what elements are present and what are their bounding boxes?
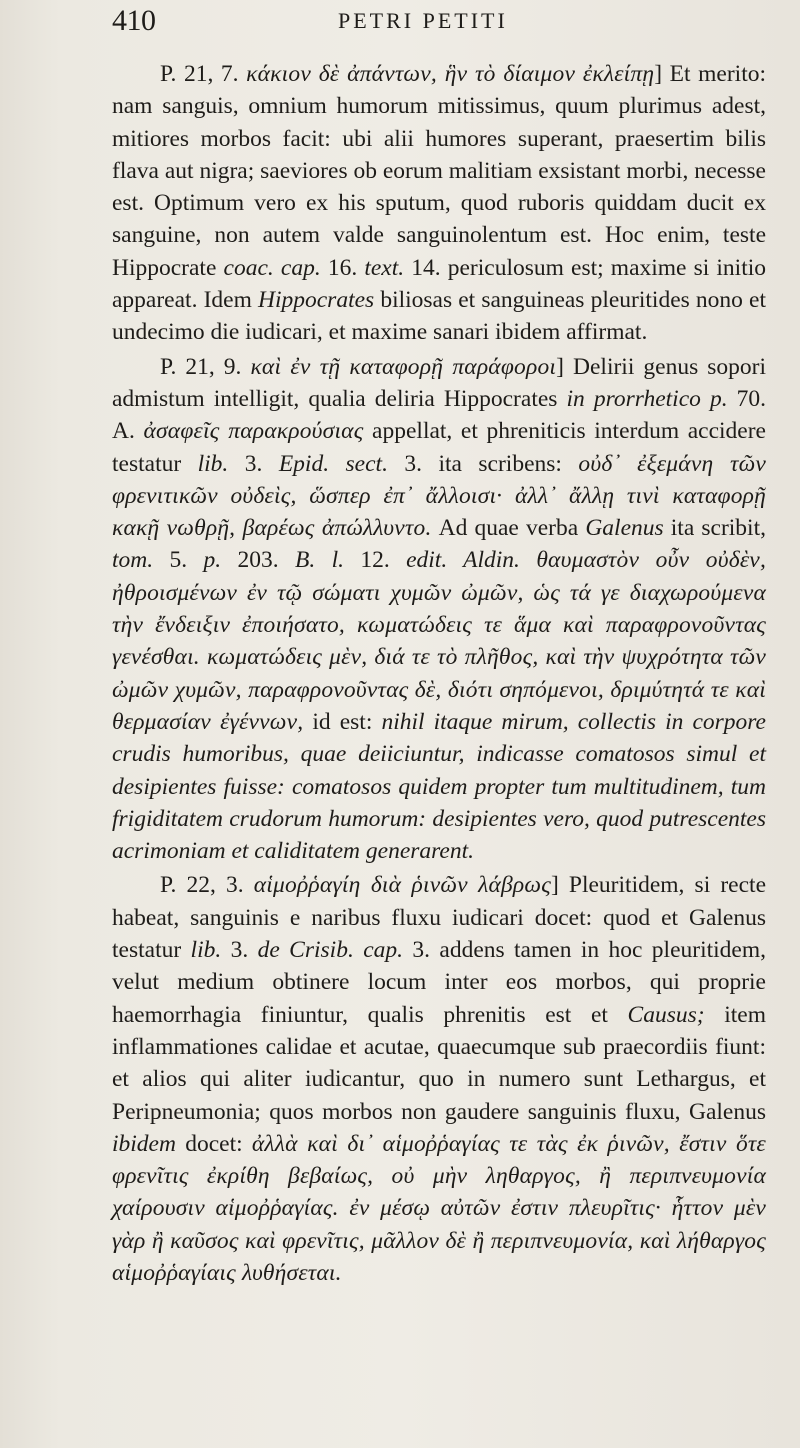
- page-body-text: [112, 58, 766, 1289]
- latin-text: id est:: [303, 708, 382, 735]
- latin-text: item inflammationes calidae et acutae, quaecumque sub praecordiis fiunt: et alios qui aliter iudicantur, quo in numero sunt Lethargus, et Peripneumonia; quos morbos non gaudere sanguinis fluxu, Galenus: [112, 1001, 766, 1125]
- italic-text: lib.: [190, 937, 222, 964]
- latin-text: P. 22, 3.: [160, 872, 254, 899]
- latin-text: appellat, et phreniticis interdum accidere testatur: [112, 418, 766, 477]
- greek-quotation: ἀλλὰ καὶ δι᾽ αἱμοῤῥαγίας τε τὰς ἐκ ῥινῶν, ἔστιν ὅτε φρενῖτις ἐκρίθη βεβαίως, οὐ μὴν ληθαργος, ἢ περιπνευμονία χαίρουσιν αἱμοῤῥαγίας. ἐν μέσῳ αὐτῶν ἐστιν πλευρῖτις· ἧττον μὲν γὰρ ἢ καῦσος καὶ φρενῖτις, μᾶλλον δὲ ἢ περιπνευμονία, καὶ λήθαργος αἱμοῤῥαγίαις λυθήσεται.: [112, 1130, 766, 1286]
- latin-text: 12.: [343, 547, 407, 574]
- page-number: 410: [112, 4, 156, 37]
- greek-quotation: αἱμοῤῥαγίη διὰ ῥινῶν λάβρως: [253, 872, 551, 899]
- italic-text: nihil itaque mirum, collectis in corpore crudis humoribus, quae deiiciuntur, indicasse comatosos simul et desipientes fuisse: comatosos quidem propter tum multitudinem, tum frigiditatem crudorum humorum: desipientes vero, quod putrescentes acrimoniam et caliditatem generarent.: [112, 708, 766, 865]
- italic-text: de Crisib. cap.: [257, 937, 404, 964]
- latin-text: P. 21, 9.: [160, 353, 251, 380]
- running-head: [112, 0, 766, 58]
- latin-text: ] Et merito: nam sanguis, omnium humorum mitissimus, quum plurimus adest, mitiores morbos facit: ubi alii humores superant, praesertim bilis flava aut nigra; saeviores ob eorum malitiam exsistant morbi, necesse est. Optimum vero ex his sputum, quod ruboris quiddam ducit ex sanguine, non autem valde sanguinolentum est. Hoc enim, teste Hippocrate: [112, 61, 767, 281]
- latin-text: 3. ita scribens:: [387, 450, 579, 477]
- latin-text: 14. periculosum est; maxime si initio appareat. Idem: [112, 254, 767, 314]
- greek-quotation: οὐδ᾽ ἐξεμάνη τῶν φρενιτικῶν οὐδεὶς, ὥσπερ ἐπ᾽ ἄλλοισι· ἀλλ᾽ ἄλλῃ τινὶ καταφορῇ κακῇ νωθρῇ, βαρέως ἀπώλλυντο.: [112, 450, 767, 542]
- italic-text: Causus;: [627, 1001, 705, 1028]
- latin-text: ] Pleuritidem, si recte habeat, sanguinis e naribus fluxu iudicari docet: quod et Galenus testatur: [112, 872, 767, 964]
- italic-text: Epid. sect.: [278, 450, 388, 477]
- italic-text: ibidem: [112, 1130, 176, 1157]
- latin-text: [520, 547, 536, 573]
- italic-text: B. l.: [294, 547, 344, 574]
- latin-text: ita scribit,: [663, 515, 766, 542]
- greek-quotation: καὶ ἐν τῇ καταφορῇ παράφοροι: [250, 353, 557, 380]
- latin-text: biliosas et sanguineas pleuritides nono et undecimo die iudicari, et maxime sanari ibidem affirmat.: [112, 287, 766, 346]
- latin-text: 203.: [221, 547, 295, 574]
- latin-text: 3.: [228, 450, 279, 477]
- latin-text: 3.: [221, 937, 258, 964]
- latin-text: docet:: [175, 1130, 252, 1157]
- commentary-paragraph: [112, 869, 766, 1289]
- italic-text: Galenus: [585, 515, 664, 542]
- italic-text: p.: [203, 547, 222, 574]
- latin-text: 3. addens tamen in hoc pleuritidem, velut medium obtinere locum inter eos morbos, qui proprie haemorrhagia finiuntur, qualis phrenitis est et: [112, 937, 766, 1028]
- greek-quotation: ἀσαφεῖς παρακρούσιας: [143, 418, 364, 445]
- latin-text: 16.: [320, 254, 365, 281]
- italic-text: coac. cap.: [223, 254, 321, 281]
- italic-text: tom.: [112, 547, 154, 574]
- latin-text: 5.: [153, 547, 204, 574]
- commentary-paragraph: [112, 351, 766, 868]
- italic-text: in prorrhetico p.: [566, 385, 728, 412]
- italic-text: lib.: [197, 450, 229, 477]
- greek-quotation: κάκιον δὲ ἀπάντων, ἣν τὸ δίαιμον ἐκλείπῃ: [246, 61, 655, 87]
- commentary-paragraph: [112, 58, 766, 349]
- italic-text: Hippocrates: [258, 287, 375, 314]
- latin-text: 70. A.: [112, 385, 767, 445]
- italic-text: text.: [364, 254, 405, 281]
- running-title: PETRI PETITI: [338, 8, 508, 33]
- latin-text: P. 21, 7.: [160, 61, 247, 87]
- greek-quotation: θαυμαστὸν οὖν οὐδὲν, ἠθροισμένων ἐν τῷ σώματι χυμῶν ὠμῶν, ὡς τά γε διαχωρούμενα τὴν ἔνδειξιν ἐποιήσατο, κωματώδεις τε ἅμα καὶ παραφρονοῦντας γενέσθαι. κωματώδεις μὲν, διά τε τὸ πλῆθος, καὶ τὴν ψυχρότητα τῶν ὠμῶν χυμῶν, παραφρονοῦντας δὲ, διότι σηπόμενοι, δριμύτητά τε καὶ θερμασίαν ἐγέννων,: [112, 547, 767, 735]
- latin-text: Ad quae verba: [431, 515, 586, 542]
- italic-text: edit. Aldin.: [406, 547, 520, 574]
- latin-text: ] Delirii genus sopori admistum intelligit, qualia deliria Hippocrates: [112, 353, 766, 412]
